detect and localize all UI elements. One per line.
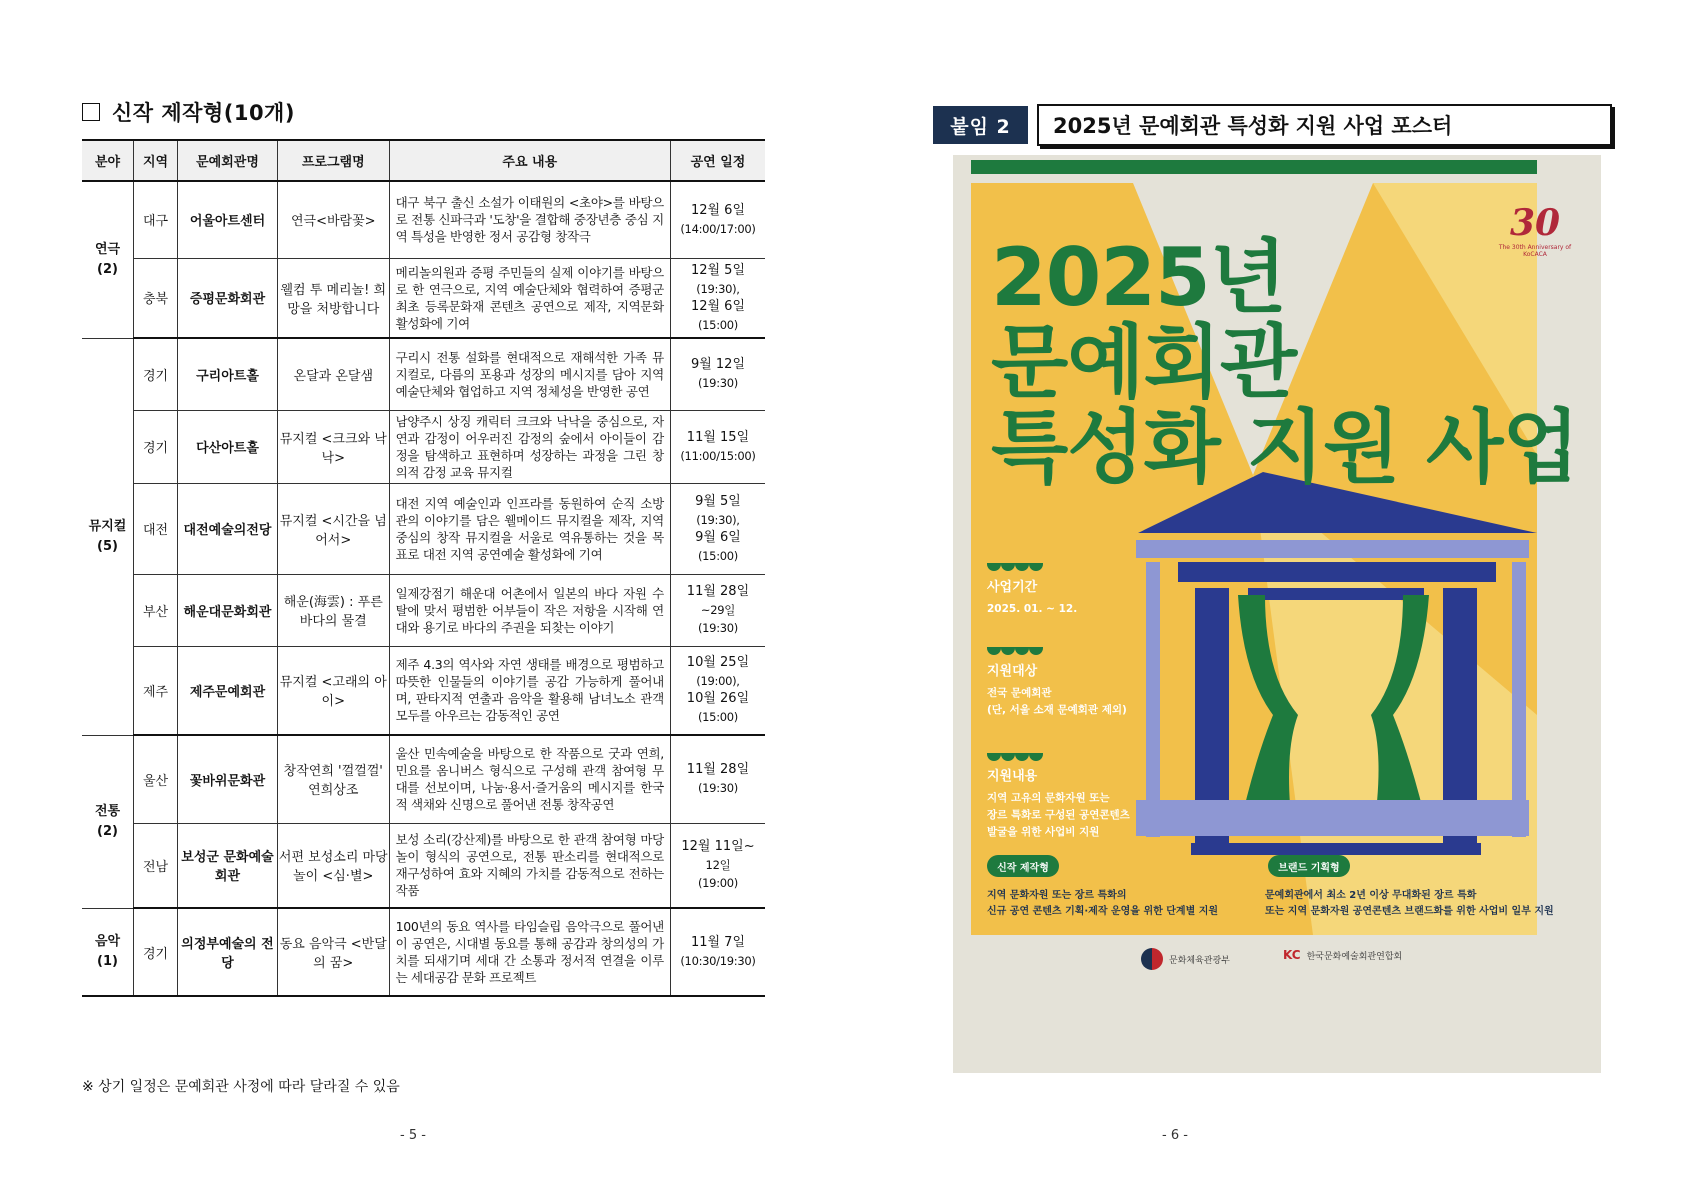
- venue-cell: 꽃바위문화관: [178, 735, 278, 823]
- table-row: [82, 646, 765, 735]
- desc-left-line-1: 지역 문화자원 또는 장르 특화의: [987, 890, 1127, 901]
- content-line-2: 장르 특화로 구성된 공연콘텐츠: [987, 809, 1130, 821]
- desc-brand-planning: [1265, 888, 1554, 920]
- target-block: [987, 660, 1127, 719]
- taegeuk-logo-icon: [1141, 948, 1163, 970]
- field-cell: [82, 338, 134, 735]
- table-row: [82, 181, 765, 258]
- program-cell: 웰컴 투 메리놀! 희망을 처방합니다: [277, 258, 389, 338]
- date-line: (19:30),: [696, 512, 740, 527]
- table-header-row: [82, 140, 765, 181]
- table-row: [82, 338, 765, 410]
- right-page: [841, 0, 1682, 1190]
- content-cell: 제주 4.3의 역사와 자연 생태를 배경으로 평범하고 따뜻한 인물들의 이야기를 공감 가능하게 풀어내며, 판타지적 연출과 음악을 활용해 남녀노소 관객 모두를 아우르는 감동적인 공연: [389, 646, 670, 735]
- header-region: 지역: [134, 140, 178, 181]
- date-line: (15:00): [697, 317, 738, 332]
- venue-cell: 다산아트홀: [178, 410, 278, 483]
- program-cell: 뮤지컬 <시간을 넘어서>: [277, 483, 389, 574]
- content-cell: 울산 민속예술을 바탕으로 한 작품으로 굿과 연희, 민요를 옴니버스 형식으로 구성해 관객 참여형 무대를 선보이며, 나눔·용서·즐거움의 메시지를 한국적 색채와 신명으로 풀어낸 전통 창작공연: [389, 735, 670, 823]
- table-row: [82, 258, 765, 338]
- schedule-note: ※ 상기 일정은 문예회관 사정에 따라 달라질 수 있음: [82, 1079, 400, 1095]
- date-line: (11:00/15:00): [680, 448, 756, 463]
- venue-cell: 구리아트홀: [178, 338, 278, 410]
- region-cell: 충북: [134, 258, 178, 338]
- table-row: [82, 908, 765, 996]
- date-line: 9월 5일: [695, 493, 741, 509]
- temple-column-right: [1512, 562, 1526, 837]
- content-cell: 대전 지역 예술인과 인프라를 동원하여 순직 소방관의 이야기를 담은 웰메이드 뮤지컬을 제작, 지역 중심의 창작 뮤지컬을 서울로 역유통하는 것을 목표로 대전 지역 공연예술 활성화에 기여: [389, 483, 670, 574]
- ministry-name: 문화체육관광부: [1169, 955, 1230, 966]
- kocaca-name: 한국문화예술회관연합회: [1306, 951, 1403, 962]
- region-cell: 경기: [134, 338, 178, 410]
- venue-cell: 어울아트센터: [178, 181, 278, 258]
- region-cell: 경기: [134, 410, 178, 483]
- period-heading: 사업기간: [987, 580, 1038, 595]
- checkbox-square-icon: [82, 103, 100, 121]
- pill-brand-planning: 브랜드 기획형: [1268, 855, 1350, 877]
- date-line: ~29일: [700, 603, 736, 617]
- table-body: [82, 181, 765, 996]
- venue-cell: 대전예술의전당: [178, 483, 278, 574]
- program-table: [82, 139, 765, 997]
- scallop-decoration-3: [987, 753, 1043, 761]
- date-line: (19:30): [697, 781, 738, 796]
- region-cell: 울산: [134, 735, 178, 823]
- venue-cell: 제주문예회관: [178, 646, 278, 735]
- temple-column-left: [1146, 562, 1160, 837]
- table-row: [82, 823, 765, 908]
- date-cell: [670, 646, 765, 735]
- content-cell: 남양주시 상징 캐릭터 크크와 낙낙을 중심으로, 자연과 감정이 어우러진 감정의 숲에서 아이들이 감정을 탐색하고 표현하며 성장하는 과정을 그린 창의적 감정 교육 뮤지컬: [389, 410, 670, 483]
- content-cell: 대구 북구 출신 소설가 이태원의 <초야>를 바탕으로 전통 신파극과 '도창'을 결합해 중장년층 중심 지역 특성을 반영한 정서 공감형 창작극: [389, 181, 670, 258]
- date-line: 11월 15일: [686, 429, 750, 445]
- date-line: (19:30),: [696, 281, 740, 296]
- program-cell: 서편 보성소리 마당놀이 <심·별>: [277, 823, 389, 908]
- field-name: 음악: [94, 933, 121, 949]
- scallop-decoration-1: [987, 563, 1043, 571]
- table-row: [82, 483, 765, 574]
- temple-beam: [1178, 562, 1496, 582]
- venue-cell: 의정부예술의 전당: [178, 908, 278, 996]
- date-cell: [670, 338, 765, 410]
- date-line: (10:30/19:30): [680, 954, 756, 968]
- desc-new-production: [987, 888, 1218, 920]
- content-cell: 메리놀의원과 증평 주민들의 실제 이야기를 바탕으로 한 연극으로, 지역 예술단체와 협력하여 증평군 최초 등록문화재 콘텐츠 공연으로 제작, 지역문화 활성화에 기여: [389, 258, 670, 338]
- logo-ministry: [1141, 948, 1230, 970]
- region-cell: 제주: [134, 646, 178, 735]
- field-name: 뮤지컬: [88, 518, 127, 534]
- date-cell: [670, 258, 765, 338]
- field-count: (5): [97, 538, 118, 554]
- date-line: 12월 11일~: [681, 839, 755, 855]
- date-line: 11월 28일: [686, 584, 750, 599]
- program-cell: 뮤지컬 <고래의 아이>: [277, 646, 389, 735]
- date-line: (14:00/17:00): [680, 221, 756, 236]
- date-cell: [670, 483, 765, 574]
- date-line: 9월 6일: [695, 529, 741, 545]
- date-line: (19:00),: [696, 674, 740, 689]
- content-line-3: 발굴을 위한 사업비 지원: [987, 826, 1100, 838]
- program-cell: 해운(海雲) : 푸른바다의 물결: [277, 574, 389, 646]
- poster-title-year: 2025년: [991, 231, 1286, 324]
- poster-top-bar: [971, 160, 1537, 174]
- content-line-1: 지역 고유의 문화자원 또는: [987, 792, 1110, 804]
- content-heading: 지원내용: [987, 769, 1038, 784]
- date-line: 11월 28일: [686, 762, 750, 778]
- header-field: 분야: [82, 140, 134, 181]
- program-cell: 연극<바람꽃>: [277, 181, 389, 258]
- target-heading: 지원대상: [987, 664, 1038, 679]
- date-cell: [670, 574, 765, 646]
- field-count: (1): [97, 953, 118, 969]
- program-cell: 뮤지컬 <크크와 낙낙>: [277, 410, 389, 483]
- venue-cell: 해운대문화회관: [178, 574, 278, 646]
- poster: [953, 155, 1601, 1073]
- program-cell: 온달과 온달샘: [277, 338, 389, 410]
- date-line: 9월 12일: [690, 357, 745, 373]
- field-name: 연극: [94, 241, 121, 257]
- period-block: [987, 576, 1077, 618]
- anniversary-number: 30: [1509, 202, 1561, 244]
- program-cell: 창작연희 '껄껄껄' 연희상조: [277, 735, 389, 823]
- anniversary-logo: [1491, 202, 1579, 258]
- date-cell: [670, 181, 765, 258]
- region-cell: 대구: [134, 181, 178, 258]
- section-title: [82, 97, 295, 127]
- field-cell: [82, 181, 134, 338]
- header-venue: 문예회관명: [178, 140, 278, 181]
- date-line: (19:30): [697, 376, 738, 391]
- date-line: 12일: [705, 858, 731, 873]
- date-line: (15:00): [697, 710, 738, 725]
- anniversary-caption: The 30th Anniversary of KoCACA: [1498, 244, 1572, 258]
- field-cell: [82, 908, 134, 996]
- attachment-title: 2025년 문예회관 특성화 지원 사업 포스터: [1037, 104, 1612, 146]
- header-date: 공연 일정: [670, 140, 765, 181]
- venue-cell: 증평문화회관: [178, 258, 278, 338]
- date-cell: [670, 908, 765, 996]
- desc-left-line-2: 신규 공연 콘텐츠 기획·제작 운영을 위한 단계별 지원: [987, 906, 1219, 917]
- date-cell: [670, 823, 765, 908]
- date-line: (19:30): [697, 621, 738, 635]
- section-title-text: 신작 제작형(10개): [112, 101, 295, 125]
- poster-title-venue: 문예회관: [991, 316, 1297, 409]
- table-row: [82, 410, 765, 483]
- date-line: 10월 26일: [686, 691, 750, 707]
- kocaca-logo-icon: KC: [1283, 948, 1301, 962]
- content-cell: 구리시 전통 설화를 현대적으로 재해석한 가족 뮤지컬로, 다름의 포용과 성장의 메시지를 담아 지역 예술단체와 협업하고 지역 정체성을 반영한 공연: [389, 338, 670, 410]
- table-row: [82, 735, 765, 823]
- date-cell: [670, 410, 765, 483]
- program-cell: 동요 음악극 <반달의 꿈>: [277, 908, 389, 996]
- page-number-right: - 6 -: [1162, 1128, 1188, 1143]
- region-cell: 경기: [134, 908, 178, 996]
- header-content: 주요 내용: [389, 140, 670, 181]
- date-cell: [670, 735, 765, 823]
- content-cell: 일제강점기 해운대 어촌에서 일본의 바다 자원 수탈에 맞서 평범한 어부들이 작은 저항을 시작해 연대와 용기로 바다의 주권을 되찾는 이야기: [389, 574, 670, 646]
- header-program: 프로그램명: [277, 140, 389, 181]
- temple-architrave: [1136, 540, 1529, 558]
- desc-right-line-1: 문예회관에서 최소 2년 이상 무대화된 장르 특화: [1265, 890, 1477, 901]
- date-line: (19:00): [697, 876, 738, 891]
- region-cell: 대전: [134, 483, 178, 574]
- content-cell: 보성 소리(강산제)를 바탕으로 한 관객 참여형 마당놀이 형식의 공연으로, 전통 판소리를 현대적으로 재구성하여 효와 지혜의 가치를 감동적으로 전하는 작품: [389, 823, 670, 908]
- venue-cell: 보성군 문화예술회관: [178, 823, 278, 908]
- temple-stylobate: [1136, 800, 1529, 836]
- field-count: (2): [97, 823, 118, 839]
- content-block: [987, 765, 1130, 841]
- poster-title-program: 특성화 지원 사업: [991, 401, 1579, 494]
- period-text: 2025. 01. ~ 12.: [987, 603, 1078, 615]
- attachment-badge: 붙임 2: [933, 106, 1028, 144]
- date-line: 12월 6일: [690, 202, 745, 218]
- desc-right-line-2: 또는 지역 문화자원 공연콘텐츠 브랜드화를 위한 사업비 일부 지원: [1265, 906, 1554, 917]
- temple-base-top: [1191, 843, 1481, 855]
- region-cell: 부산: [134, 574, 178, 646]
- field-name: 전통: [94, 803, 121, 819]
- field-cell: [82, 735, 134, 908]
- date-line: 10월 25일: [686, 655, 750, 671]
- region-cell: 전남: [134, 823, 178, 908]
- date-line: 12월 5일: [690, 262, 745, 278]
- temple-inner-beam: [1248, 588, 1424, 600]
- page-number-left: - 5 -: [400, 1128, 426, 1143]
- date-line: 12월 6일: [690, 298, 745, 314]
- field-count: (2): [97, 261, 118, 277]
- logo-kocaca: [1283, 948, 1402, 962]
- date-line: (15:00): [697, 548, 738, 563]
- target-line-2: (단, 서울 소재 문예회관 제외): [987, 704, 1127, 716]
- table-row: [82, 574, 765, 646]
- pill-new-production: 신작 제작형: [987, 855, 1059, 877]
- content-cell: 100년의 동요 역사를 타임슬립 음악극으로 풀어낸 이 공연은, 시대별 동요를 통해 공감과 창의성의 가치를 되새기며 세대 간 소통과 정서적 연결을 이루는 세대공감 문화 프로젝트: [389, 908, 670, 996]
- scallop-decoration-2: [987, 647, 1043, 655]
- target-line-1: 전국 문예회관: [987, 687, 1052, 699]
- date-line: 11월 7일: [690, 935, 745, 950]
